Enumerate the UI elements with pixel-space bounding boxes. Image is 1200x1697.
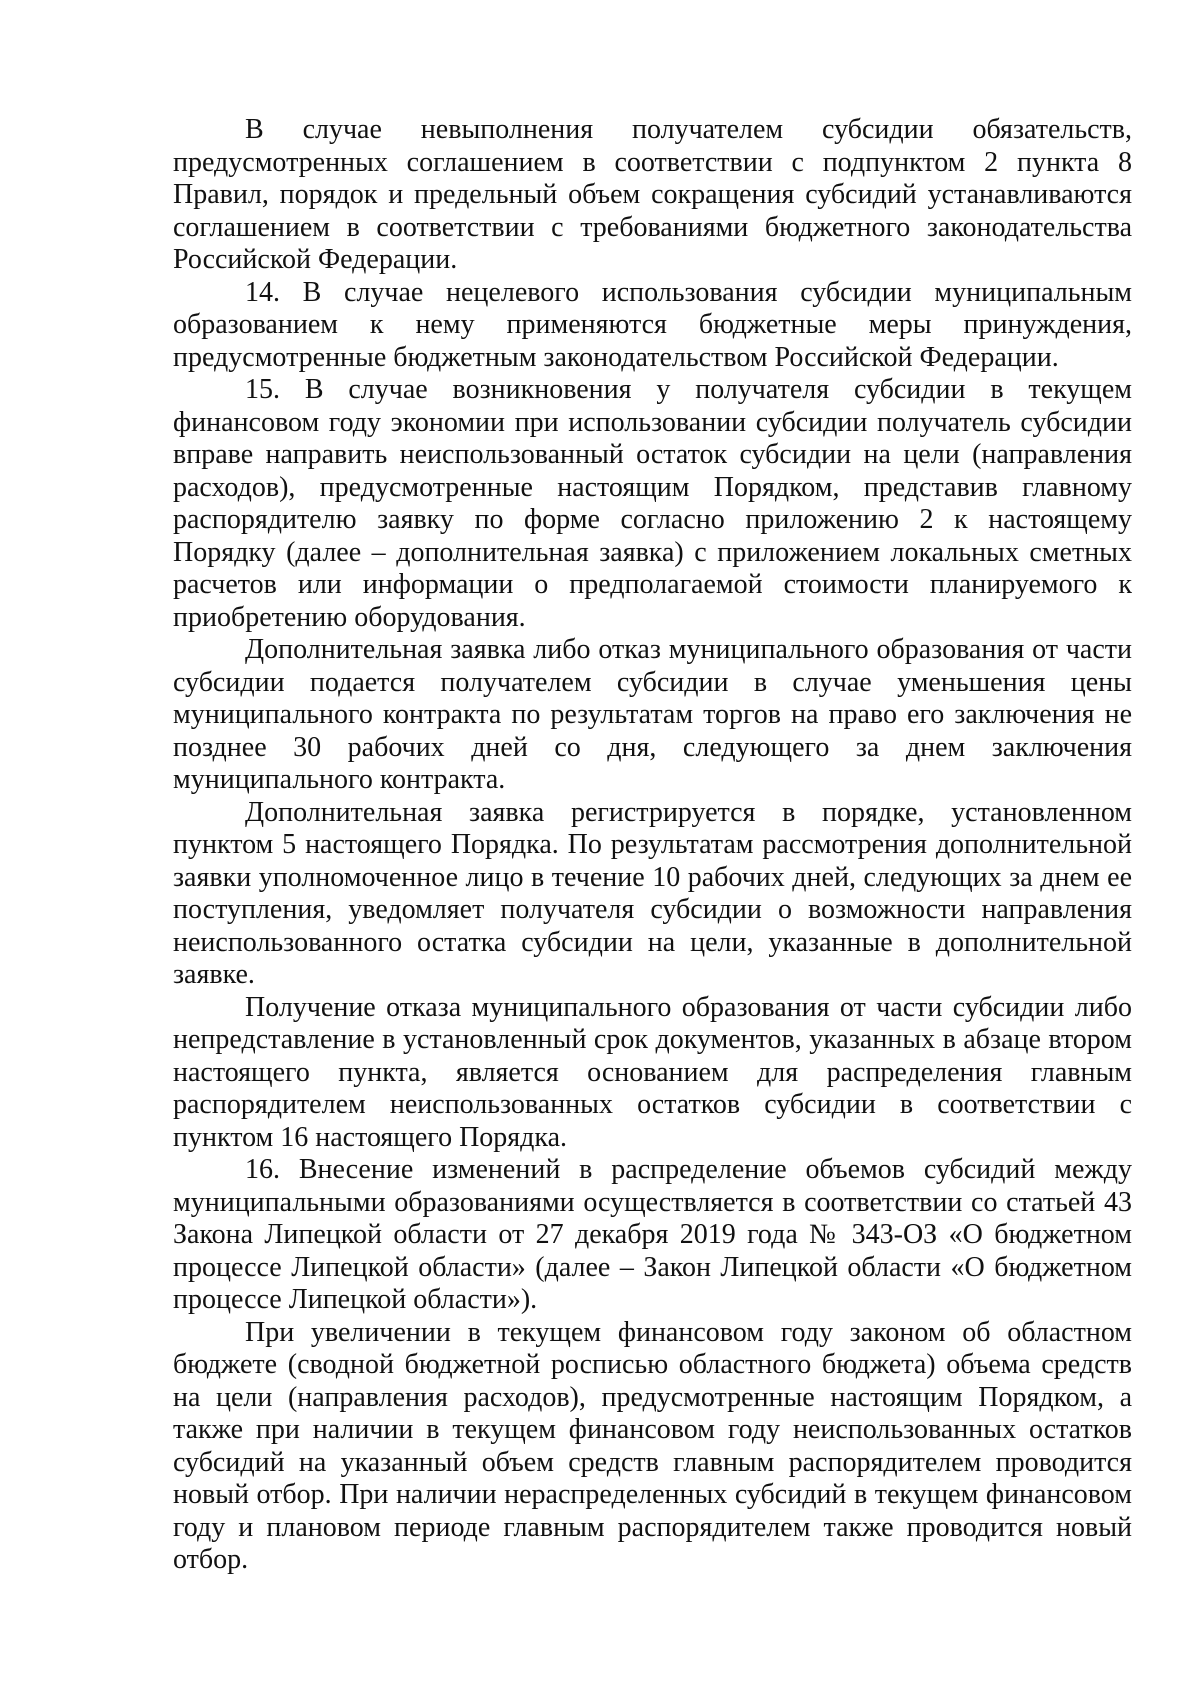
paragraph-additional-request-registration: Дополнительная заявка регистрируется в порядке, установленном пунктом 5 настоящего Порядка. По результатам рассмотрения дополнительной заявки уполномоченное лицо в течение 10 рабочих дней, следующих за днем ее поступления, уведомляет получателя субсидии о возможности направления неиспользованного остатка субсидии на цели, указанные в дополнительной заявке. bbox=[173, 796, 1132, 990]
paragraph-14-misuse: 14. В случае нецелевого использования субсидии муниципальным образованием к нему применяются бюджетные меры принуждения, предусмотренные бюджетным законодательством Российской Федерации. bbox=[173, 276, 1132, 373]
document-body bbox=[173, 114, 1132, 1577]
paragraph-reduction-of-subsidy: В случае невыполнения получателем субсидии обязательств, предусмотренных соглашением в соответствии с подпунктом 2 пункта 8 Правил, порядок и предельный объем сокращения субсидий устанавливаются соглашением в соответствии с требованиями бюджетного законодательства Российской Федерации. bbox=[173, 114, 1132, 275]
paragraph-15-savings: 15. В случае возникновения у получателя субсидии в текущем финансовом году экономии при использовании субсидии получатель субсидии вправе направить неиспользованный остаток субсидии на цели (направления расходов), предусмотренные настоящим Порядком, представив главному распорядителю заявку по форме согласно приложению 2 к настоящему Порядку (далее – дополнительная заявка) с приложением локальных сметных расчетов или информации о предполагаемой стоимости планируемого к приобретению оборудования. bbox=[173, 374, 1132, 633]
paragraph-16-redistribution: 16. Внесение изменений в распределение объемов субсидий между муниципальными образованиями осуществляется в соответствии со статьей 43 Закона Липецкой области от 27 декабря 2019 года № 343-ОЗ «О бюджетном процессе Липецкой области» (далее – Закон Липецкой области «О бюджетном процессе Липецкой области»). bbox=[173, 1154, 1132, 1315]
paragraph-refusal-consequences: Получение отказа муниципального образования от части субсидии либо непредставление в установленный срок документов, указанных в абзаце втором настоящего пункта, является основанием для распределения главным распорядителем неиспользованных остатков субсидии в соответствии с пунктом 16 настоящего Порядка. bbox=[173, 991, 1132, 1153]
paragraph-new-selection: При увеличении в текущем финансовом году законом об областном бюджете (сводной бюджетной росписью областного бюджета) объема средств на цели (направления расходов), предусмотренные настоящим Порядком, а также при наличии в текущем финансовом году неиспользованных остатков субсидий на указанный объем средств главным распорядителем проводится новый отбор. При наличии нераспределенных субсидий в текущем финансовом году и плановом периоде главным распорядителем также проводится новый отбор. bbox=[173, 1316, 1132, 1575]
paragraph-additional-request-submission: Дополнительная заявка либо отказ муниципального образования от части субсидии подается получателем субсидии в случае уменьшения цены муниципального контракта по результатам торгов на право его заключения не позднее 30 рабочих дней со дня, следующего за днем заключения муниципального контракта. bbox=[173, 634, 1132, 795]
